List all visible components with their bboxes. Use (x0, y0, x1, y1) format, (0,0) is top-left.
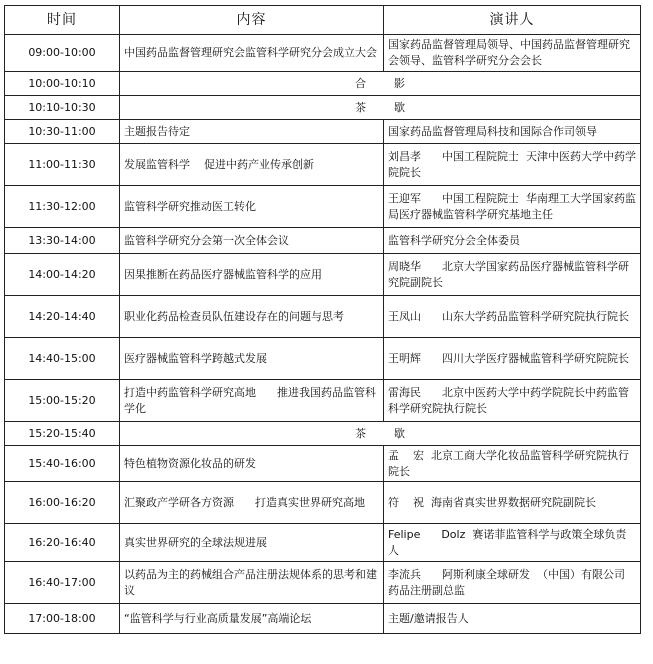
row-time: 11:00-11:30 (5, 144, 120, 186)
row-time: 17:00-18:00 (5, 604, 120, 634)
table-row (5, 228, 641, 254)
table-row (5, 35, 641, 72)
row-time: 15:20-15:40 (5, 422, 120, 446)
row-speaker: 孟 宏 北京工商大学化妆品监管科学研究院执行院长 (384, 446, 641, 482)
row-speaker: 国家药品监督管理局科技和国际合作司领导 (384, 120, 641, 144)
agenda-table (4, 5, 641, 634)
row-content: 因果推断在药品医疗器械监管科学的应用 (120, 254, 384, 296)
row-content: 汇聚政产学研各方资源 打造真实世界研究高地 (120, 482, 384, 524)
table-row (5, 144, 641, 186)
row-speaker: 周晓华 北京大学国家药品医疗器械监管科学研究院副院长 (384, 254, 641, 296)
row-content: “监管科学与行业高质量发展”高端论坛 (120, 604, 384, 634)
row-content: 主题报告待定 (120, 120, 384, 144)
row-content: 真实世界研究的全球法规进展 (120, 524, 384, 562)
row-time: 10:00-10:10 (5, 72, 120, 96)
table-row (5, 96, 641, 120)
table-row (5, 120, 641, 144)
row-speaker: 雷海民 北京中医药大学中药学院院长中药监管科学研究院执行院长 (384, 380, 641, 422)
row-time: 14:40-15:00 (5, 338, 120, 380)
row-speaker: 李流兵 阿斯利康全球研发 （中国）有限公司 药品注册副总监 (384, 562, 641, 604)
header-speaker: 演讲人 (384, 6, 641, 35)
row-speaker: 刘昌孝 中国工程院院士 天津中医药大学中药学院院长 (384, 144, 641, 186)
table-row (5, 524, 641, 562)
header-time: 时间 (5, 6, 120, 35)
row-time: 16:20-16:40 (5, 524, 120, 562)
row-speaker: Felipe Dolz 赛诺菲监管科学与政策全球负责人 (384, 524, 641, 562)
table-row (5, 338, 641, 380)
row-time: 14:20-14:40 (5, 296, 120, 338)
table-row (5, 446, 641, 482)
row-content: 以药品为主的药械组合产品注册法规体系的思考和建议 (120, 562, 384, 604)
table-row (5, 72, 641, 96)
table-header-row (5, 6, 641, 35)
table-row (5, 562, 641, 604)
row-time: 13:30-14:00 (5, 228, 120, 254)
table-row (5, 482, 641, 524)
row-time: 16:00-16:20 (5, 482, 120, 524)
row-time: 16:40-17:00 (5, 562, 120, 604)
row-time: 11:30-12:00 (5, 186, 120, 228)
row-speaker: 监管科学研究分会全体委员 (384, 228, 641, 254)
table-row (5, 254, 641, 296)
row-merged-label: 合 影 (120, 72, 641, 96)
row-content: 医疗器械监管科学跨越式发展 (120, 338, 384, 380)
table-row (5, 422, 641, 446)
agenda-document (4, 5, 640, 634)
row-content: 特色植物资源化妆品的研发 (120, 446, 384, 482)
row-content: 监管科学研究分会第一次全体会议 (120, 228, 384, 254)
row-time: 15:40-16:00 (5, 446, 120, 482)
row-speaker: 国家药品监督管理局领导、中国药品监督管理研究会领导、监管科学研究分会会长 (384, 35, 641, 72)
row-speaker: 符 祝 海南省真实世界数据研究院副院长 (384, 482, 641, 524)
row-speaker: 王凤山 山东大学药品监管科学研究院执行院长 (384, 296, 641, 338)
row-time: 10:10-10:30 (5, 96, 120, 120)
row-content: 职业化药品检查员队伍建设存在的问题与思考 (120, 296, 384, 338)
header-content: 内容 (120, 6, 384, 35)
row-time: 09:00-10:00 (5, 35, 120, 72)
table-row (5, 380, 641, 422)
row-merged-label: 茶 歇 (120, 422, 641, 446)
table-row (5, 296, 641, 338)
row-content: 打造中药监管科学研究高地 推进我国药品监管科学化 (120, 380, 384, 422)
row-time: 10:30-11:00 (5, 120, 120, 144)
row-merged-label: 茶 歇 (120, 96, 641, 120)
row-speaker: 王迎军 中国工程院院士 华南理工大学国家药监局医疗器械监管科学研究基地主任 (384, 186, 641, 228)
table-row (5, 604, 641, 634)
row-content: 发展监管科学 促进中药产业传承创新 (120, 144, 384, 186)
row-time: 14:00-14:20 (5, 254, 120, 296)
row-speaker: 王明辉 四川大学医疗器械监管科学研究院院长 (384, 338, 641, 380)
row-speaker: 主题/邀请报告人 (384, 604, 641, 634)
table-row (5, 186, 641, 228)
row-time: 15:00-15:20 (5, 380, 120, 422)
row-content: 监管科学研究推动医工转化 (120, 186, 384, 228)
row-content: 中国药品监督管理研究会监管科学研究分会成立大会 (120, 35, 384, 72)
